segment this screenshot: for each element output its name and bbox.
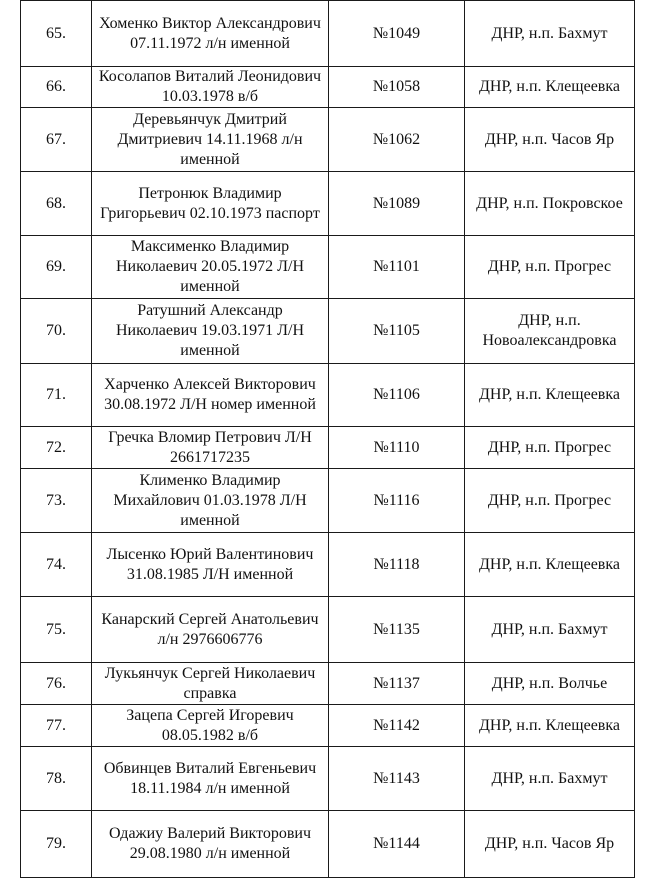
row-number: 68. xyxy=(21,172,92,236)
row-number: 66. xyxy=(21,67,92,108)
person-details: Лысенко Юрий Валентинович 31.08.1985 Л/Н именной xyxy=(92,533,329,597)
row-number: 78. xyxy=(21,747,92,811)
record-id: №1137 xyxy=(329,663,465,705)
record-id: №1105 xyxy=(329,299,465,364)
record-id: №1142 xyxy=(329,705,465,747)
row-number: 73. xyxy=(21,469,92,533)
row-number: 74. xyxy=(21,533,92,597)
person-details: Одажиу Валерий Викторович 29.08.1980 л/н именной xyxy=(92,811,329,878)
person-details: Харченко Алексей Викторович 30.08.1972 Л/Н номер именной xyxy=(92,364,329,427)
row-number: 75. xyxy=(21,597,92,663)
row-number: 65. xyxy=(21,1,92,67)
records-table xyxy=(20,0,635,878)
record-id: №1106 xyxy=(329,364,465,427)
person-details: Канарский Сергей Анатольевич л/н 2976606776 xyxy=(92,597,329,663)
person-details: Хоменко Виктор Александрович 07.11.1972 л/н именной xyxy=(92,1,329,67)
location: ДНР, н.п. Клещеевка xyxy=(465,364,635,427)
person-details: Максименко Владимир Николаевич 20.05.1972 Л/Н именной xyxy=(92,236,329,299)
table-row xyxy=(21,67,635,108)
table-row xyxy=(21,172,635,236)
person-details: Деревьянчук Дмитрий Дмитриевич 14.11.1968 л/н именной xyxy=(92,108,329,172)
location: ДНР, н.п. Бахмут xyxy=(465,747,635,811)
row-number: 77. xyxy=(21,705,92,747)
table-row xyxy=(21,1,635,67)
person-details: Обвинцев Виталий Евгеньевич 18.11.1984 л/н именной xyxy=(92,747,329,811)
table-row xyxy=(21,108,635,172)
location: ДНР, н.п. Часов Яр xyxy=(465,108,635,172)
person-details: Ратушний Александр Николаевич 19.03.1971 Л/Н именной xyxy=(92,299,329,364)
table-row xyxy=(21,364,635,427)
table-row xyxy=(21,705,635,747)
record-id: №1143 xyxy=(329,747,465,811)
table-row xyxy=(21,299,635,364)
row-number: 69. xyxy=(21,236,92,299)
row-number: 72. xyxy=(21,427,92,469)
table-row xyxy=(21,747,635,811)
location: ДНР, н.п. Новоалександровка xyxy=(465,299,635,364)
location: ДНР, н.п. Клещеевка xyxy=(465,533,635,597)
location: ДНР, н.п. Прогрес xyxy=(465,469,635,533)
record-id: №1062 xyxy=(329,108,465,172)
person-details: Петронюк Владимир Григорьевич 02.10.1973 паспорт xyxy=(92,172,329,236)
record-id: №1144 xyxy=(329,811,465,878)
location: ДНР, н.п. Клещеевка xyxy=(465,67,635,108)
table-row xyxy=(21,663,635,705)
location: ДНР, н.п. Часов Яр xyxy=(465,811,635,878)
record-id: №1116 xyxy=(329,469,465,533)
location: ДНР, н.п. Бахмут xyxy=(465,597,635,663)
row-number: 71. xyxy=(21,364,92,427)
location: ДНР, н.п. Прогрес xyxy=(465,236,635,299)
person-details: Гречка Вломир Петрович Л/Н 2661717235 xyxy=(92,427,329,469)
record-id: №1058 xyxy=(329,67,465,108)
row-number: 67. xyxy=(21,108,92,172)
location: ДНР, н.п. Покровское xyxy=(465,172,635,236)
table-row xyxy=(21,533,635,597)
person-details: Лукьянчук Сергей Николаевич справка xyxy=(92,663,329,705)
record-id: №1135 xyxy=(329,597,465,663)
record-id: №1101 xyxy=(329,236,465,299)
table-row xyxy=(21,811,635,878)
row-number: 70. xyxy=(21,299,92,364)
person-details: Клименко Владимир Михайлович 01.03.1978 Л/Н именной xyxy=(92,469,329,533)
table-row xyxy=(21,597,635,663)
row-number: 79. xyxy=(21,811,92,878)
person-details: Зацепа Сергей Игоревич 08.05.1982 в/б xyxy=(92,705,329,747)
location: ДНР, н.п. Бахмут xyxy=(465,1,635,67)
table-row xyxy=(21,236,635,299)
location: ДНР, н.п. Клещеевка xyxy=(465,705,635,747)
record-id: №1110 xyxy=(329,427,465,469)
location: ДНР, н.п. Прогрес xyxy=(465,427,635,469)
record-id: №1049 xyxy=(329,1,465,67)
person-details: Косолапов Виталий Леонидович 10.03.1978 в/б xyxy=(92,67,329,108)
row-number: 76. xyxy=(21,663,92,705)
location: ДНР, н.п. Волчье xyxy=(465,663,635,705)
table-row xyxy=(21,469,635,533)
table-row xyxy=(21,427,635,469)
record-id: №1089 xyxy=(329,172,465,236)
record-id: №1118 xyxy=(329,533,465,597)
